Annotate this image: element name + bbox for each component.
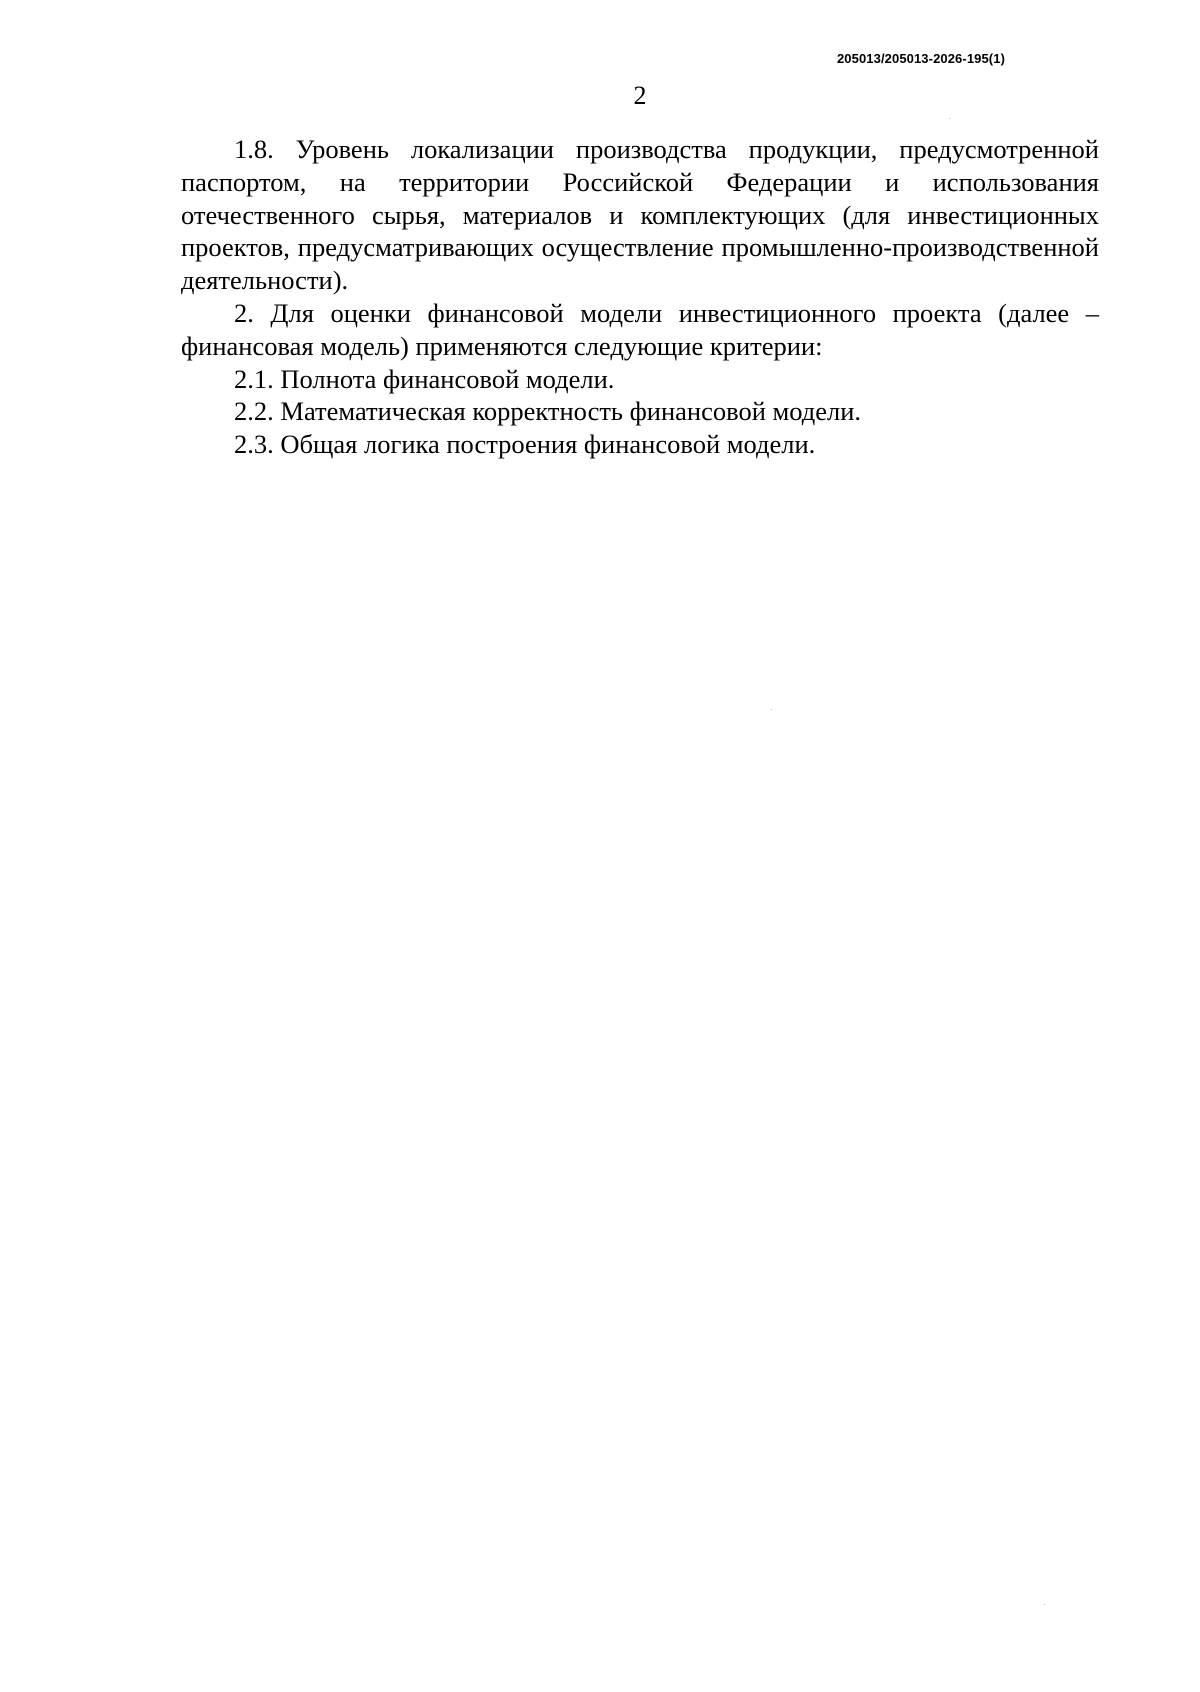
paragraph-2: 2. Для оценки финансовой модели инвестиционного проекта (далее – финансовая модель) применяются следующие критерии: (181, 297, 1099, 361)
paragraph-2-2: 2.2. Математическая корректность финансовой модели. (234, 396, 862, 427)
paragraph-1-8: 1.8. Уровень локализации производства продукции, предусмотренной паспортом, на территории Российской Федерации и использования отечественного сырья, материалов и комплектующих (для инвестиционных проектов, предусматривающих осуществление промышленно-производственной деятельности). (181, 134, 1099, 296)
scan-speck (949, 118, 950, 119)
paragraph-2-3: 2.3. Общая логика построения финансовой модели. (234, 429, 816, 460)
page-number: 2 (633, 81, 647, 110)
document-registration-code: 205013/205013-2026-195(1) (836, 51, 1005, 66)
document-body (181, 133, 1099, 461)
scan-speck (1044, 1604, 1045, 1605)
paragraph-2-1: 2.1. Полнота финансовой модели. (234, 363, 615, 394)
scan-speck (771, 709, 772, 710)
